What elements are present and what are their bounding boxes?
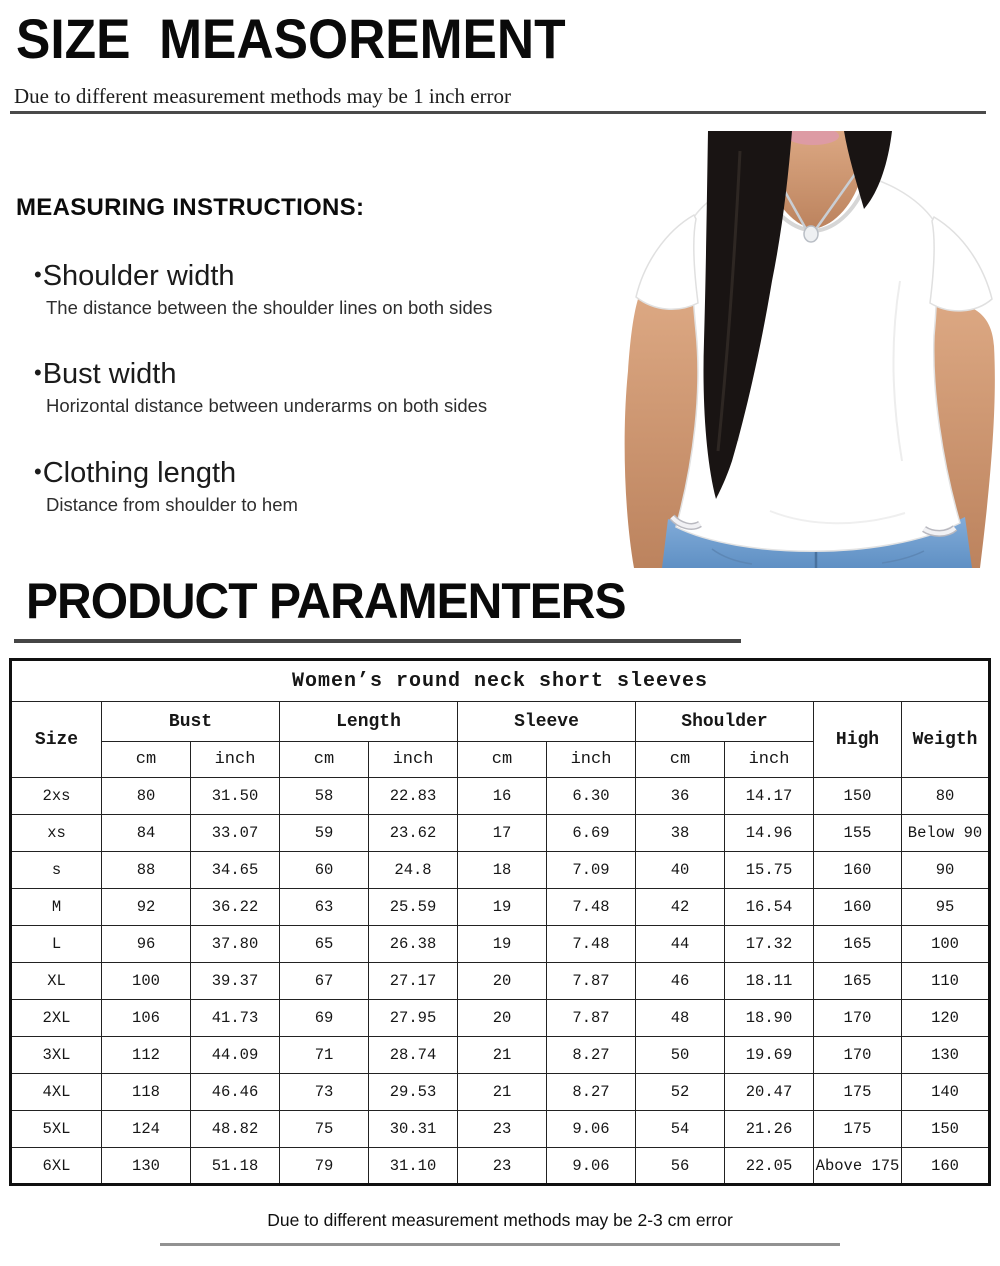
measurement-error-note: Due to different measurement methods may be 1 inch error	[14, 84, 512, 108]
value-cell: 29.53	[369, 1074, 458, 1111]
table-row	[11, 1148, 990, 1185]
instruction-term: Bust width	[42, 358, 177, 390]
value-cell: 79	[280, 1148, 369, 1185]
header-size: Size	[11, 702, 102, 778]
header-high: High	[814, 702, 902, 778]
value-cell: 59	[280, 815, 369, 852]
instructions-heading: MEASURING INSTRUCTIONS:	[16, 194, 365, 221]
value-cell: 33.07	[191, 815, 280, 852]
table-row	[11, 852, 990, 889]
bullet-icon: •	[34, 459, 42, 484]
value-cell: 38	[636, 815, 725, 852]
value-cell: 54	[636, 1111, 725, 1148]
instruction-term: Shoulder width	[42, 260, 235, 292]
table-row	[11, 1111, 990, 1148]
value-cell: 120	[902, 1000, 990, 1037]
value-cell: 31.10	[369, 1148, 458, 1185]
value-cell: 17.32	[725, 926, 814, 963]
value-cell: 44	[636, 926, 725, 963]
value-cell: 9.06	[547, 1148, 636, 1185]
value-cell: 16	[458, 778, 547, 815]
size-cell: 3XL	[11, 1037, 102, 1074]
value-cell: 150	[902, 1111, 990, 1148]
value-cell: 36.22	[191, 889, 280, 926]
value-cell: 18	[458, 852, 547, 889]
value-cell: 165	[814, 963, 902, 1000]
table-row	[11, 889, 990, 926]
header-bust: Bust	[102, 702, 280, 742]
instruction-item	[34, 260, 235, 293]
value-cell: 7.09	[547, 852, 636, 889]
table-row	[11, 963, 990, 1000]
unit-header: inch	[547, 742, 636, 778]
value-cell: 40	[636, 852, 725, 889]
value-cell: 15.75	[725, 852, 814, 889]
value-cell: 90	[902, 852, 990, 889]
value-cell: 160	[814, 889, 902, 926]
table-row	[11, 1000, 990, 1037]
value-cell: 48.82	[191, 1111, 280, 1148]
value-cell: 165	[814, 926, 902, 963]
model-photo	[620, 131, 1000, 568]
product-parameters-title: PRODUCT PARAMENTERS	[26, 573, 626, 629]
value-cell: 140	[902, 1074, 990, 1111]
value-cell: 118	[102, 1074, 191, 1111]
value-cell: 26.38	[369, 926, 458, 963]
header-length: Length	[280, 702, 458, 742]
value-cell: 44.09	[191, 1037, 280, 1074]
value-cell: 50	[636, 1037, 725, 1074]
value-cell: 160	[814, 852, 902, 889]
table-row	[11, 926, 990, 963]
value-cell: 7.87	[547, 963, 636, 1000]
value-cell: 39.37	[191, 963, 280, 1000]
value-cell: 170	[814, 1000, 902, 1037]
size-cell: M	[11, 889, 102, 926]
value-cell: 6.69	[547, 815, 636, 852]
table-row	[11, 778, 990, 815]
size-cell: L	[11, 926, 102, 963]
value-cell: 175	[814, 1111, 902, 1148]
size-cell: s	[11, 852, 102, 889]
value-cell: 24.8	[369, 852, 458, 889]
unit-header: cm	[102, 742, 191, 778]
table-row	[11, 1074, 990, 1111]
value-cell: 106	[102, 1000, 191, 1037]
value-cell: 19	[458, 889, 547, 926]
value-cell: 100	[102, 963, 191, 1000]
table-title: Women’s round neck short sleeves	[11, 660, 990, 702]
instruction-desc: Distance from shoulder to hem	[46, 494, 298, 515]
size-cell: 5XL	[11, 1111, 102, 1148]
divider	[14, 639, 741, 643]
size-cell: 2XL	[11, 1000, 102, 1037]
value-cell: Above 175	[814, 1148, 902, 1185]
value-cell: 150	[814, 778, 902, 815]
unit-header: cm	[458, 742, 547, 778]
value-cell: 8.27	[547, 1074, 636, 1111]
value-cell: 6.30	[547, 778, 636, 815]
value-cell: 7.87	[547, 1000, 636, 1037]
value-cell: 100	[902, 926, 990, 963]
value-cell: 96	[102, 926, 191, 963]
instruction-desc: Horizontal distance between underarms on both sides	[46, 395, 488, 416]
unit-header: inch	[191, 742, 280, 778]
value-cell: 92	[102, 889, 191, 926]
value-cell: 16.54	[725, 889, 814, 926]
value-cell: 80	[902, 778, 990, 815]
value-cell: 80	[102, 778, 191, 815]
value-cell: 71	[280, 1037, 369, 1074]
table-row	[11, 1037, 990, 1074]
value-cell: 14.96	[725, 815, 814, 852]
table-title-row	[11, 660, 990, 702]
value-cell: 56	[636, 1148, 725, 1185]
table-header-row	[11, 702, 990, 742]
instruction-desc: The distance between the shoulder lines on both sides	[46, 297, 493, 318]
value-cell: 88	[102, 852, 191, 889]
unit-header: inch	[369, 742, 458, 778]
size-cell: xs	[11, 815, 102, 852]
value-cell: 36	[636, 778, 725, 815]
value-cell: 112	[102, 1037, 191, 1074]
value-cell: 130	[102, 1148, 191, 1185]
value-cell: 110	[902, 963, 990, 1000]
value-cell: 130	[902, 1037, 990, 1074]
size-table	[9, 658, 991, 1186]
size-table-body	[11, 778, 990, 1185]
value-cell: 46	[636, 963, 725, 1000]
value-cell: 170	[814, 1037, 902, 1074]
value-cell: 69	[280, 1000, 369, 1037]
value-cell: 75	[280, 1111, 369, 1148]
value-cell: 42	[636, 889, 725, 926]
instruction-term: Clothing length	[42, 457, 237, 489]
page-title: SIZE MEASOREMENT	[16, 7, 566, 70]
value-cell: 155	[814, 815, 902, 852]
value-cell: 30.31	[369, 1111, 458, 1148]
size-cell: 4XL	[11, 1074, 102, 1111]
value-cell: 160	[902, 1148, 990, 1185]
value-cell: 46.46	[191, 1074, 280, 1111]
unit-header: cm	[280, 742, 369, 778]
header-sleeve: Sleeve	[458, 702, 636, 742]
value-cell: 18.90	[725, 1000, 814, 1037]
value-cell: 175	[814, 1074, 902, 1111]
value-cell: 58	[280, 778, 369, 815]
value-cell: 67	[280, 963, 369, 1000]
value-cell: 34.65	[191, 852, 280, 889]
divider	[10, 111, 986, 114]
value-cell: 28.74	[369, 1037, 458, 1074]
value-cell: 84	[102, 815, 191, 852]
value-cell: 18.11	[725, 963, 814, 1000]
size-cell: 2xs	[11, 778, 102, 815]
value-cell: 31.50	[191, 778, 280, 815]
footer-note: Due to different measurement methods may be 2-3 cm error	[267, 1210, 733, 1230]
value-cell: 25.59	[369, 889, 458, 926]
value-cell: 63	[280, 889, 369, 926]
divider	[160, 1243, 840, 1246]
value-cell: 20.47	[725, 1074, 814, 1111]
value-cell: 14.17	[725, 778, 814, 815]
value-cell: 51.18	[191, 1148, 280, 1185]
value-cell: 9.06	[547, 1111, 636, 1148]
value-cell: 48	[636, 1000, 725, 1037]
value-cell: 20	[458, 1000, 547, 1037]
table-row	[11, 815, 990, 852]
value-cell: 95	[902, 889, 990, 926]
value-cell: 19	[458, 926, 547, 963]
unit-header: cm	[636, 742, 725, 778]
value-cell: 21.26	[725, 1111, 814, 1148]
header-shoulder: Shoulder	[636, 702, 814, 742]
value-cell: 23	[458, 1111, 547, 1148]
value-cell: 60	[280, 852, 369, 889]
value-cell: 20	[458, 963, 547, 1000]
size-cell: XL	[11, 963, 102, 1000]
value-cell: 22.83	[369, 778, 458, 815]
value-cell: 21	[458, 1037, 547, 1074]
bullet-icon: •	[34, 262, 42, 287]
value-cell: 37.80	[191, 926, 280, 963]
value-cell: 7.48	[547, 889, 636, 926]
value-cell: 65	[280, 926, 369, 963]
value-cell: 23	[458, 1148, 547, 1185]
value-cell: 7.48	[547, 926, 636, 963]
value-cell: 22.05	[725, 1148, 814, 1185]
header-weight: Weigth	[902, 702, 990, 778]
value-cell: 23.62	[369, 815, 458, 852]
instruction-item	[34, 457, 236, 490]
size-cell: 6XL	[11, 1148, 102, 1185]
value-cell: 73	[280, 1074, 369, 1111]
model-illustration	[620, 131, 1000, 568]
instruction-item	[34, 358, 177, 391]
bullet-icon: •	[34, 360, 42, 385]
unit-header: inch	[725, 742, 814, 778]
value-cell: 21	[458, 1074, 547, 1111]
value-cell: 52	[636, 1074, 725, 1111]
value-cell: 27.95	[369, 1000, 458, 1037]
value-cell: Below 90	[902, 815, 990, 852]
value-cell: 124	[102, 1111, 191, 1148]
value-cell: 41.73	[191, 1000, 280, 1037]
value-cell: 17	[458, 815, 547, 852]
value-cell: 8.27	[547, 1037, 636, 1074]
value-cell: 19.69	[725, 1037, 814, 1074]
value-cell: 27.17	[369, 963, 458, 1000]
